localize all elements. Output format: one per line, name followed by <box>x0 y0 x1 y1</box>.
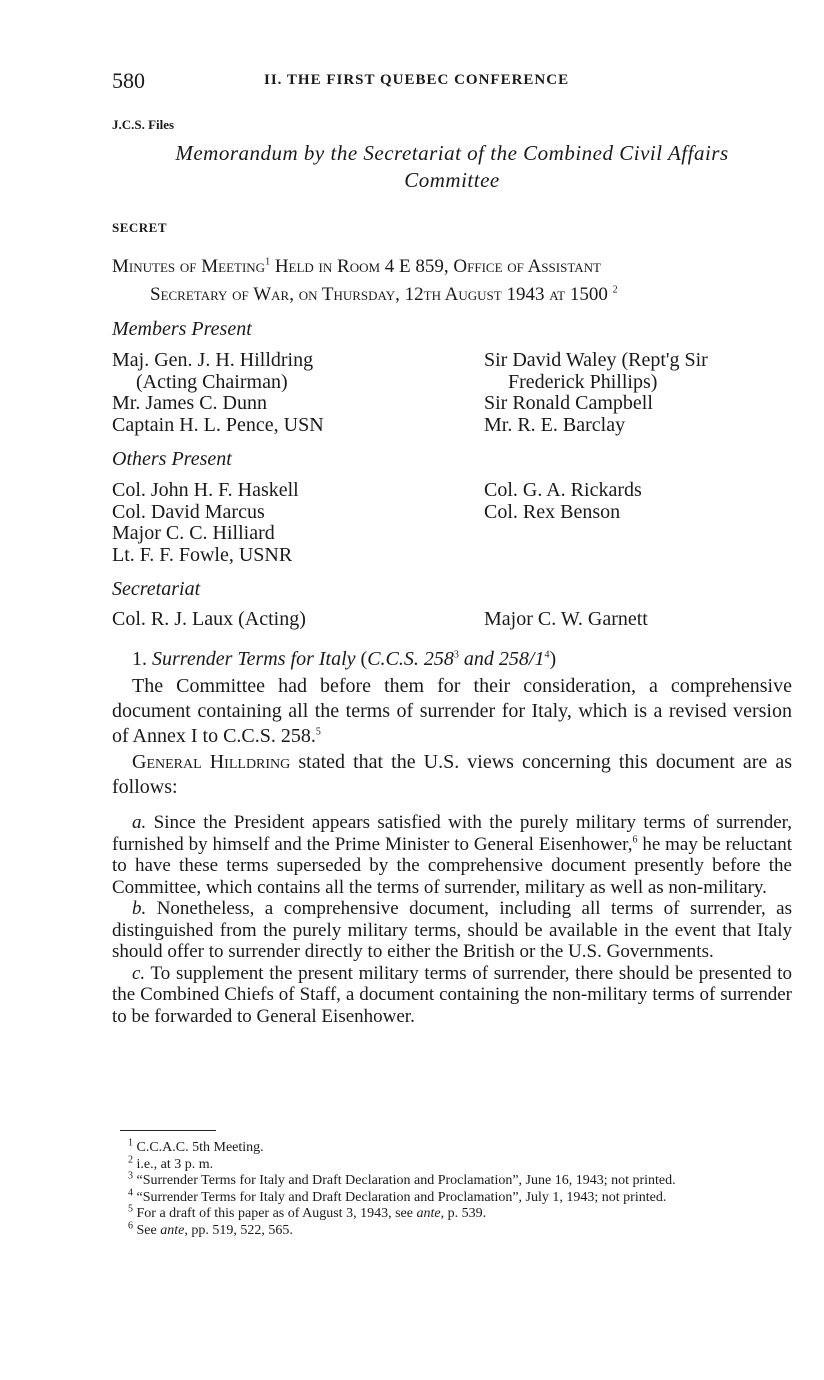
member-role: (Acting Chairman) <box>136 370 288 393</box>
speaker-name: General Hilldring <box>132 751 291 773</box>
others-right-column <box>484 480 642 523</box>
agenda-title: Surrender Terms for Italy <box>152 648 356 670</box>
classification-label: SECRET <box>112 220 168 235</box>
minutes-heading-text: Minutes of Meeting <box>112 256 266 277</box>
footnote-ante: ante <box>160 1222 185 1238</box>
footnote-ante: ante <box>416 1206 441 1221</box>
document-title <box>112 140 792 194</box>
minutes-heading-text: Held in Room 4 E 859, Office of Assistant <box>270 256 601 277</box>
members-present-list <box>112 350 792 440</box>
member-name: Sir Ronald Campbell <box>484 392 653 414</box>
footnote-ref: 5 <box>315 726 321 738</box>
member-name: Maj. Gen. J. H. Hilldring <box>112 349 314 371</box>
paragraph-hilldring <box>112 750 792 800</box>
footnote-mark: 4 <box>128 1186 133 1198</box>
secretariat-name: Major C. W. Garnett <box>484 608 648 630</box>
point-letter: b. <box>132 898 147 919</box>
secretariat-label: Secretariat <box>112 578 201 600</box>
minutes-heading-line-2 <box>112 281 792 309</box>
minutes-heading-text: Secretary of War, on Thursday, 12th August 1943 at 1500 <box>150 284 608 305</box>
agenda-ref-open: ( <box>355 648 368 670</box>
point-b <box>112 898 792 963</box>
paragraph-committee <box>112 674 792 749</box>
attendee-name: Col. G. A. Rickards <box>484 479 642 501</box>
attendee-name: Col. John H. F. Haskell <box>112 479 299 501</box>
attendee-name: Major C. C. Hilliard <box>112 522 275 544</box>
footnote-3 <box>112 1170 792 1190</box>
others-present-list <box>112 480 792 570</box>
attendee-name: Lt. F. F. Fowle, USNR <box>112 543 293 566</box>
footnote-2 <box>112 1153 792 1174</box>
page-header <box>112 68 792 94</box>
footnote-mark: 1 <box>128 1137 133 1149</box>
agenda-item-heading <box>132 648 556 671</box>
footnote-ref: 6 <box>632 834 638 846</box>
agenda-ref: and 258/1 <box>458 648 545 670</box>
member-name: Captain H. L. Pence, USN <box>112 413 324 436</box>
footnote-text: “Surrender Terms for Italy and Draft Declaration and Proclamation”, June 16, 1943; not printed. <box>133 1173 676 1188</box>
footnote-ref: 4 <box>544 649 550 661</box>
secretariat-left-column <box>112 609 306 631</box>
footnote-5 <box>112 1203 792 1223</box>
point-text: he may be reluctant to have these terms superseded by the comprehensive document presently before the Committee, which contains all the terms of surrender, military as well as non-military. <box>112 833 792 898</box>
point-a <box>112 812 792 898</box>
point-text: Since the President appears satisfied with the purely military terms of surrender, furnished by himself and the Prime Minister to General Eisenhower, <box>112 812 792 855</box>
source-label: J.C.S. Files <box>112 117 175 132</box>
footnote-text: , p. 539. <box>440 1206 487 1221</box>
member-name: Frederick Phillips) <box>508 370 658 393</box>
member-name: Mr. R. E. Barclay <box>484 413 626 436</box>
attendee-name: Col. David Marcus <box>112 500 265 523</box>
members-left-column <box>112 350 324 436</box>
others-left-column <box>112 480 299 566</box>
secretariat-right-column <box>484 609 648 631</box>
agenda-ref-close: ) <box>549 648 557 670</box>
member-name: Mr. James C. Dunn <box>112 392 267 414</box>
secretariat-name: Col. R. J. Laux (Acting) <box>112 608 306 630</box>
point-text: Nonetheless, a comprehensive document, including all terms of surrender, as distinguished from the purely military terms, should be available in the event that Italy should offer to surrender directly to either the British or the U.S. Governments. <box>112 898 792 962</box>
footnote-6 <box>112 1219 792 1240</box>
others-present-label: Others Present <box>112 448 232 470</box>
minutes-heading-line-1 <box>112 253 792 281</box>
agenda-ref: C.C.S. 258 <box>367 648 454 670</box>
member-name: Sir David Waley (Rept'g Sir <box>484 349 708 371</box>
footnote-text: See <box>133 1222 161 1238</box>
paragraph-text: stated that the U.S. views concerning this document are as follows: <box>112 751 792 798</box>
attendee-name: Col. Rex Benson <box>484 500 621 523</box>
point-letter: a. <box>132 812 147 833</box>
footnote-4 <box>112 1186 792 1207</box>
footnote-mark: 2 <box>128 1153 133 1165</box>
members-present-label: Members Present <box>112 318 252 340</box>
minutes-heading <box>112 253 792 309</box>
footnote-text: i.e., at 3 p. m. <box>133 1156 214 1172</box>
footnote-ref: 3 <box>453 649 459 661</box>
footnote-mark: 3 <box>128 1170 133 1182</box>
footnotes <box>112 1137 792 1239</box>
page-number: 580 <box>112 68 145 93</box>
point-letter: c. <box>132 962 146 984</box>
footnote-ref: 1 <box>265 256 271 268</box>
running-title: II. THE FIRST QUEBEC CONFERENCE <box>264 72 570 88</box>
point-text: To supplement the present military terms of surrender, there should be presented to the Combined Chiefs of Staff, a document containing the non-military terms of surrender to be forwarded to General Eisenhower. <box>112 962 792 1027</box>
footnote-mark: 6 <box>128 1219 133 1231</box>
points-list <box>112 812 792 1027</box>
footnote-divider <box>120 1130 216 1131</box>
footnote-1 <box>112 1137 792 1157</box>
agenda-number: 1. <box>132 648 152 670</box>
members-right-column <box>484 350 708 436</box>
footnote-text: , pp. 519, 522, 565. <box>184 1222 293 1238</box>
footnote-ref: 2 <box>612 284 618 296</box>
footnote-text: “Surrender Terms for Italy and Draft Declaration and Proclamation”, July 1, 1943; not printed. <box>133 1189 667 1205</box>
point-c <box>112 963 792 1028</box>
document-title-line-1: Memorandum by the Secretariat of the Combined Civil Affairs <box>175 141 729 165</box>
footnote-text: C.C.A.C. 5th Meeting. <box>133 1140 264 1155</box>
footnote-text: For a draft of this paper as of August 3, 1943, see <box>133 1206 417 1221</box>
footnote-mark: 5 <box>128 1203 133 1215</box>
secretariat-list <box>112 609 792 633</box>
paragraph-text: The Committee had before them for their consideration, a comprehensive document containing all the terms of surrender for Italy, which is a revised version of Annex I to C.C.S. 258. <box>112 675 792 747</box>
document-title-line-2: Committee <box>404 168 500 192</box>
